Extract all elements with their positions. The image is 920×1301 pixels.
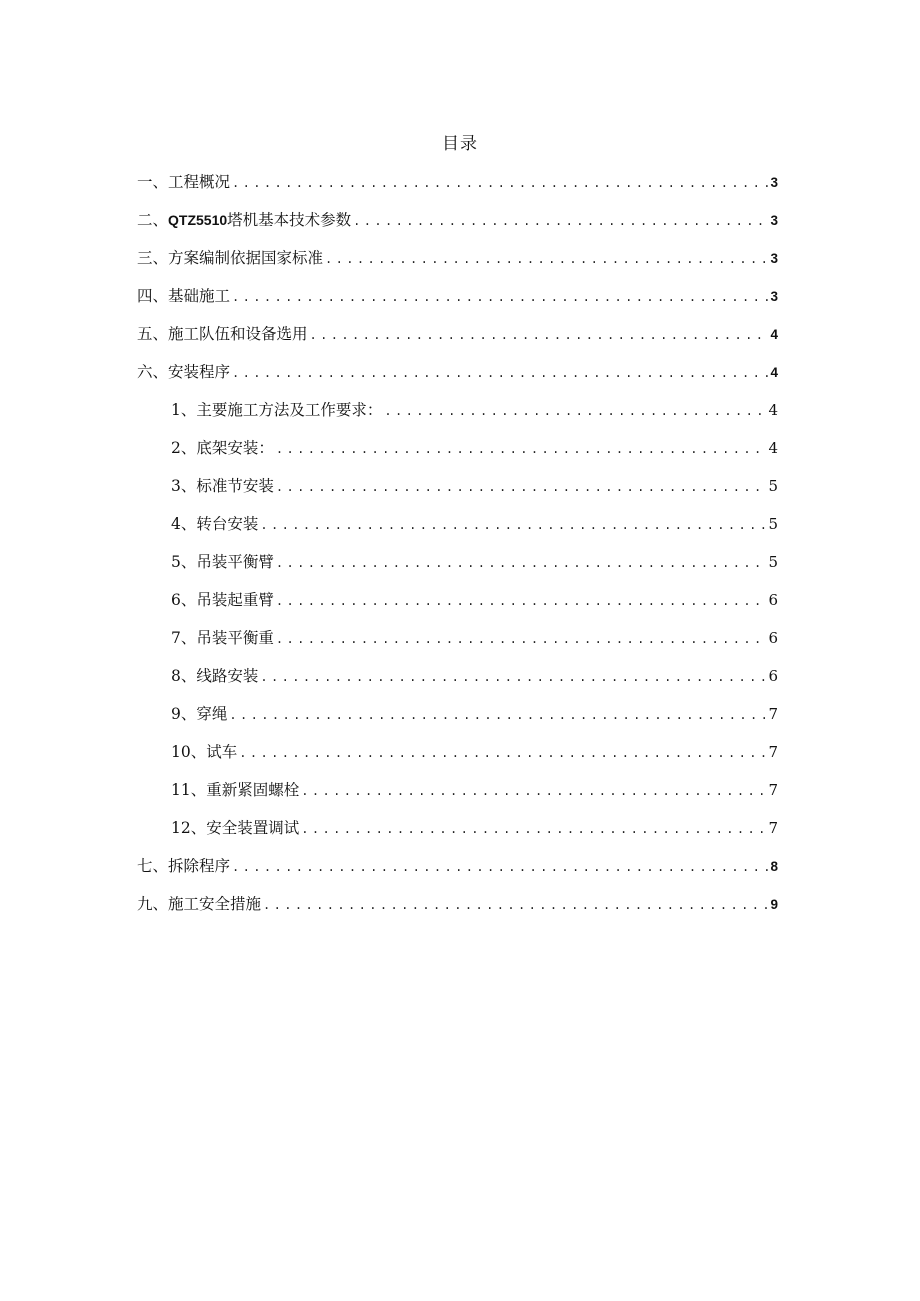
toc-entry-prefix: 七、 — [137, 857, 169, 875]
toc-entry-label — [137, 277, 230, 315]
toc-leader-dots — [229, 696, 766, 734]
toc-entry-text: 试车 — [206, 743, 238, 761]
toc-leader-dots — [232, 848, 768, 886]
toc-subentry[interactable] — [137, 467, 778, 505]
toc-entry-text: 安全装置调试 — [206, 819, 300, 837]
toc-subentry[interactable] — [137, 619, 778, 657]
toc-entry-page: 4 — [770, 365, 778, 380]
toc-entry-page: 6 — [768, 629, 778, 647]
toc-entry-page: 7 — [768, 705, 778, 723]
toc-entry-text: 标准节安装 — [196, 477, 274, 495]
toc-entry-prefix: 9、 — [171, 705, 197, 723]
toc-entry-label — [137, 353, 230, 391]
toc-entry-prefix: 4、 — [171, 515, 197, 533]
toc-entry[interactable] — [137, 885, 778, 923]
toc-subentry[interactable] — [137, 391, 778, 429]
toc-leader-dots — [276, 544, 767, 582]
toc-entry-prefix: 6、 — [171, 591, 197, 609]
toc-entry-prefix: 三、 — [137, 249, 169, 267]
toc-entry-label — [171, 505, 258, 543]
toc-entry-label — [171, 733, 237, 771]
toc-entry[interactable] — [137, 201, 778, 239]
toc-leader-dots — [276, 620, 767, 658]
toc-entry-text: 穿绳 — [196, 705, 228, 723]
toc-leader-dots — [232, 354, 768, 392]
toc-subentry[interactable] — [137, 733, 778, 771]
toc-entry-page: 8 — [770, 859, 778, 874]
toc-entry[interactable] — [137, 353, 778, 391]
toc-leader-dots — [232, 164, 768, 202]
toc-entry-prefix: 九、 — [137, 895, 169, 913]
toc-subentry[interactable] — [137, 581, 778, 619]
toc-entry-text: 拆除程序 — [168, 857, 231, 875]
toc-entry-text: 吊装平衡重 — [196, 629, 274, 647]
toc-entry-label — [137, 239, 323, 277]
toc-entry-prefix: 五、 — [137, 325, 169, 343]
toc-entry-page: 7 — [768, 819, 778, 837]
toc-entry-page: 6 — [768, 667, 778, 685]
toc-entry-prefix: 3、 — [171, 477, 197, 495]
toc-entry-text: 塔机基本技术参数 — [227, 211, 352, 229]
toc-entry-page: 4 — [768, 401, 778, 419]
toc-entry-label — [171, 809, 299, 847]
toc-entry[interactable] — [137, 163, 778, 201]
toc-entry-page: 6 — [768, 591, 778, 609]
toc-entry-label — [171, 619, 274, 657]
toc-entry[interactable] — [137, 315, 778, 353]
toc-leader-dots — [276, 582, 767, 620]
toc-leader-dots — [384, 392, 766, 430]
toc-entry-label — [137, 201, 351, 239]
toc-entry-page: 3 — [770, 251, 778, 266]
toc-entry-label — [137, 315, 308, 353]
toc-entry-label — [171, 467, 274, 505]
toc-entry-prefix: 5、 — [171, 553, 197, 571]
toc-entry-prefix: 7、 — [171, 629, 197, 647]
toc-list — [137, 163, 778, 923]
toc-entry-label — [171, 391, 382, 429]
toc-entry-text: 施工队伍和设备选用 — [168, 325, 308, 343]
toc-leader-dots — [276, 468, 767, 506]
toc-entry-prefix: 1、 — [171, 401, 197, 419]
toc-entry[interactable] — [137, 847, 778, 885]
toc-entry-page: 5 — [768, 477, 778, 495]
toc-leader-dots — [276, 430, 767, 468]
toc-subentry[interactable] — [137, 429, 778, 467]
toc-entry-text: 吊装平衡臂 — [196, 553, 274, 571]
toc-entry-text: 转台安装 — [196, 515, 259, 533]
toc-leader-dots — [260, 658, 766, 696]
toc-subentry[interactable] — [137, 657, 778, 695]
toc-entry[interactable] — [137, 239, 778, 277]
toc-entry-page: 3 — [770, 289, 778, 304]
toc-leader-dots — [301, 772, 766, 810]
toc-entry-prefix: 12、 — [171, 819, 207, 837]
toc-leader-dots — [263, 886, 768, 924]
toc-entry-text: 工程概况 — [168, 173, 231, 191]
toc-entry-prefix: 一、 — [137, 173, 169, 191]
toc-entry-text: 吊装起重臂 — [196, 591, 274, 609]
toc-entry-page: 3 — [770, 175, 778, 190]
toc-entry-label — [171, 771, 299, 809]
toc-entry-label — [171, 543, 274, 581]
toc-entry-prefix: 2、 — [171, 439, 197, 457]
toc-entry-page: 9 — [770, 897, 778, 912]
toc-leader-dots — [325, 240, 768, 278]
toc-subentry[interactable] — [137, 505, 778, 543]
toc-leader-dots — [301, 810, 766, 848]
toc-entry-label — [137, 163, 230, 201]
toc-entry-page: 7 — [768, 781, 778, 799]
toc-entry-text: 重新紧固螺栓 — [206, 781, 300, 799]
toc-entry-page: 3 — [770, 213, 778, 228]
toc-entry-page: 5 — [768, 515, 778, 533]
toc-subentry[interactable] — [137, 809, 778, 847]
toc-leader-dots — [353, 202, 768, 240]
toc-entry-page: 5 — [768, 553, 778, 571]
toc-entry-label — [171, 657, 258, 695]
toc-subentry[interactable] — [137, 771, 778, 809]
toc-entry-page: 4 — [770, 327, 778, 342]
toc-subentry[interactable] — [137, 695, 778, 733]
toc-entry-label — [171, 581, 274, 619]
toc-entry-label — [137, 847, 230, 885]
toc-entry-text: 基础施工 — [168, 287, 231, 305]
toc-entry-text: 施工安全措施 — [168, 895, 262, 913]
toc-entry-text: 主要施工方法及工作要求： — [196, 401, 383, 419]
toc-entry-prefix: 四、 — [137, 287, 169, 305]
toc-leader-dots — [260, 506, 766, 544]
toc-leader-dots — [232, 278, 768, 316]
toc-entry-label — [171, 429, 274, 467]
toc-entry-prefix: 11、 — [171, 781, 207, 799]
toc-entry-text: 底架安装： — [196, 439, 274, 457]
toc-entry-model-code: QTZ5510 — [168, 212, 228, 228]
toc-entry-prefix: 10、 — [171, 743, 207, 761]
toc-leader-dots — [310, 316, 769, 354]
toc-entry-text: 线路安装 — [196, 667, 259, 685]
toc-entry-page: 4 — [768, 439, 778, 457]
toc-entry-prefix: 六、 — [137, 363, 169, 381]
toc-entry-label — [171, 695, 227, 733]
toc-title: 目录 — [442, 134, 478, 154]
toc-entry-text: 安装程序 — [168, 363, 231, 381]
toc-leader-dots — [239, 734, 766, 772]
toc-entry[interactable] — [137, 277, 778, 315]
toc-entry-text: 方案编制依据国家标准 — [168, 249, 324, 267]
toc-entry-label — [137, 885, 261, 923]
toc-entry-prefix: 8、 — [171, 667, 197, 685]
toc-entry-prefix: 二、 — [137, 211, 169, 229]
toc-subentry[interactable] — [137, 543, 778, 581]
toc-entry-page: 7 — [768, 743, 778, 761]
